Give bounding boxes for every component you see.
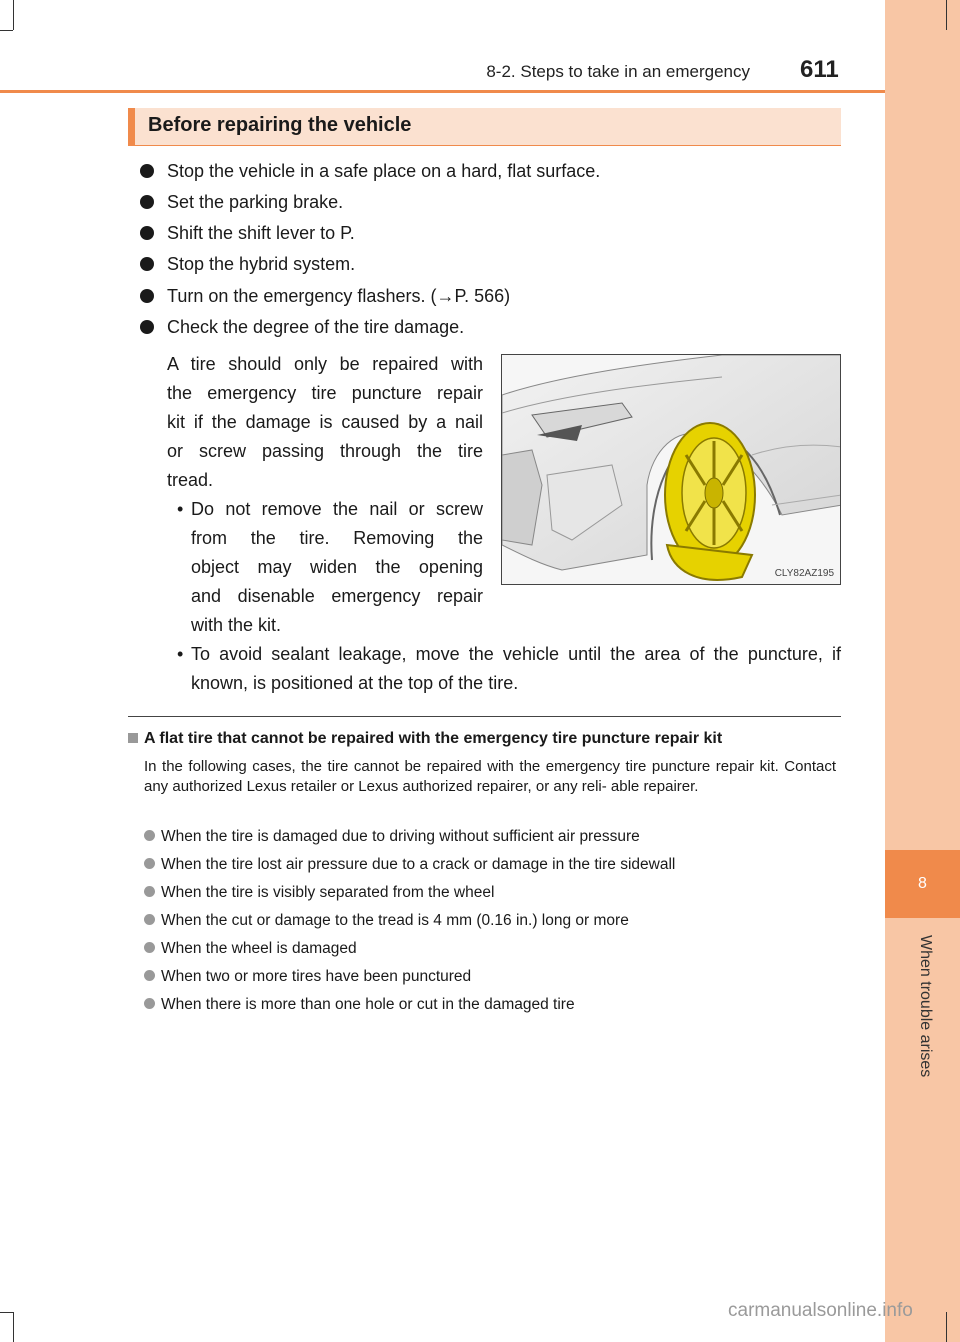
- sub-bullet-mark: •: [177, 499, 184, 519]
- bullet-item: Stop the vehicle in a safe place on a hard, flat surface.: [140, 160, 600, 182]
- crop-mark: [13, 1312, 14, 1342]
- sub-bullet-mark: •: [177, 644, 184, 664]
- note-list-item: When the wheel is damaged: [144, 940, 357, 958]
- bullet-dot-icon: [140, 195, 154, 209]
- bullet-item: Check the degree of the tire damage.: [140, 316, 464, 338]
- chapter-title: When trouble arises: [917, 935, 934, 1078]
- note-bullet-icon: [144, 914, 155, 925]
- chapter-number: 8: [918, 875, 927, 892]
- header-rule: [0, 90, 885, 93]
- bullet-item[interactable]: [140, 285, 510, 307]
- crop-mark: [0, 1312, 13, 1313]
- crop-mark: [13, 0, 14, 30]
- page-reference-link[interactable]: Turn on the emergency flashers. (→P. 566): [167, 286, 511, 306]
- running-header: 8-2. Steps to take in an emergency: [486, 62, 750, 81]
- crop-mark: [946, 0, 947, 30]
- note-bullet-icon: [144, 886, 155, 897]
- note-list-item: When the tire lost air pressure due to a crack or damage in the tire sidewall: [144, 856, 675, 874]
- note-bullet-icon: [144, 970, 155, 981]
- note-bullet-icon: [144, 942, 155, 953]
- notes-divider: [128, 716, 841, 717]
- bullet-dot-icon: [140, 257, 154, 271]
- body-paragraph: A tire should only be repaired with the emergency tire puncture repair kit if the damage is caused by a nail or screw passing through the tire tread.: [167, 354, 483, 490]
- note-list-item: When two or more tires have been punctured: [144, 968, 471, 986]
- note-bullet-icon: [144, 830, 155, 841]
- flat-tire-illustration: [501, 354, 841, 585]
- watermark: carmanualsonline.info: [728, 1300, 913, 1321]
- note-list-item: When there is more than one hole or cut in the damaged tire: [144, 996, 575, 1014]
- bullet-item: Shift the shift lever to P.: [140, 222, 355, 244]
- chapter-number-tab[interactable]: [885, 850, 960, 918]
- notes-title: A flat tire that cannot be repaired with the emergency tire puncture repair kit: [128, 730, 722, 748]
- sub-list-item: • To avoid sealant leakage, move the vehicle until the area of the puncture, if known, is positioned at the top of the tire.: [191, 640, 841, 698]
- note-bullet-icon: [144, 998, 155, 1009]
- bullet-dot-icon: [140, 164, 154, 178]
- note-bullet-icon: [144, 858, 155, 869]
- note-list-item: When the tire is visibly separated from the wheel: [144, 884, 494, 902]
- page-number: 611: [800, 56, 839, 83]
- bullet-item: Set the parking brake.: [140, 191, 343, 213]
- note-list-item: When the tire is damaged due to driving without sufficient air pressure: [144, 828, 640, 846]
- bullet-dot-icon: [140, 289, 154, 303]
- section-heading-bar: [128, 108, 841, 146]
- square-bullet-icon: [128, 733, 138, 743]
- chapter-tab-column: [885, 0, 960, 1342]
- illustration-code: CLY82AZ195: [774, 568, 834, 579]
- car-front-tire-icon: [502, 355, 841, 585]
- bullet-item: Stop the hybrid system.: [140, 253, 355, 275]
- crop-mark: [946, 1312, 947, 1342]
- crop-mark: [0, 30, 13, 31]
- notes-body: In the following cases, the tire cannot be repaired with the emergency tire puncture repair kit. Contact any authorized Lexus retailer or Lexus authorized repairer, or any reli- able repairer.: [144, 758, 836, 795]
- bullet-dot-icon: [140, 320, 154, 334]
- bullet-dot-icon: [140, 226, 154, 240]
- note-list-item: When the cut or damage to the tread is 4 mm (0.16 in.) long or more: [144, 912, 629, 930]
- sub-list-item: • Do not remove the nail or screw from the tire. Removing the object may widen the opening and disenable emergency repair with the kit.: [191, 495, 483, 640]
- section-heading: Before repairing the vehicle: [148, 114, 412, 136]
